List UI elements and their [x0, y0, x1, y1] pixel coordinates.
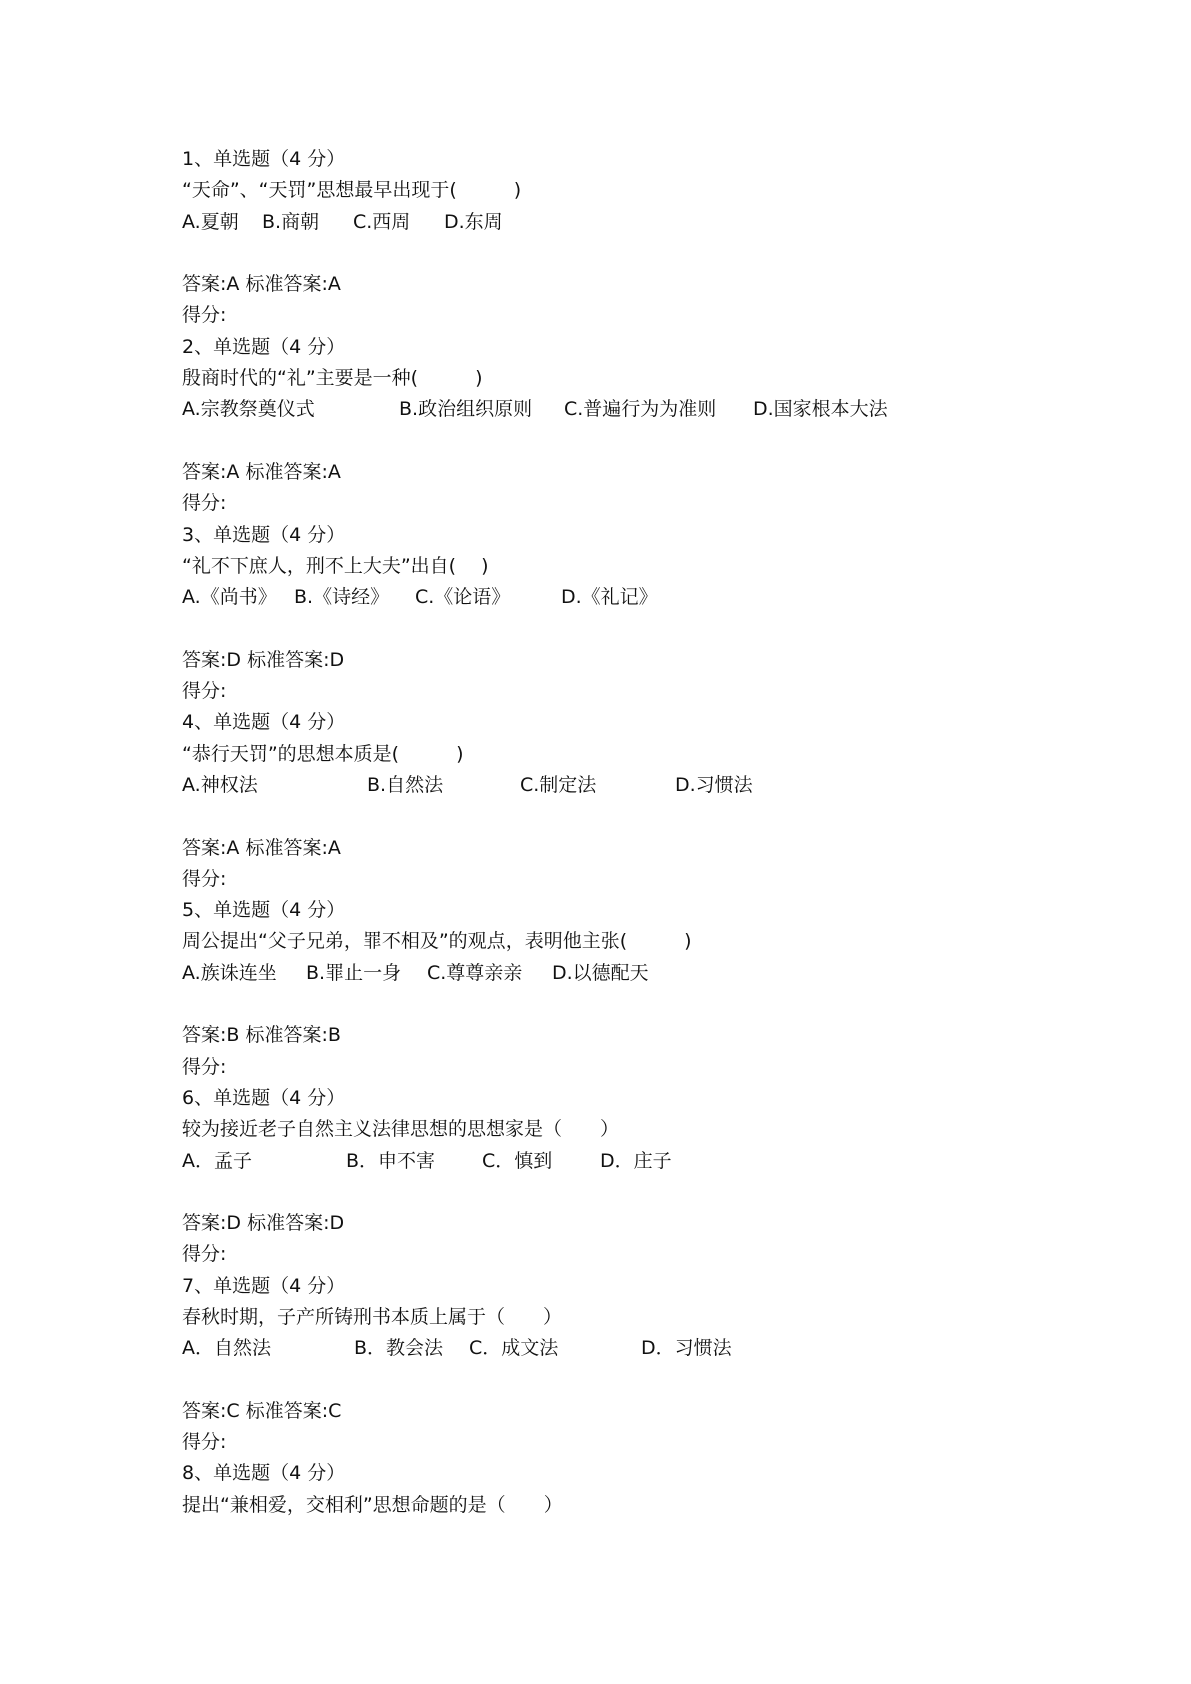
score-line: 得分: — [182, 1243, 227, 1266]
option-b: B.罪止一身 — [306, 961, 402, 984]
option-d: D.《礼记》 — [561, 586, 658, 609]
question-stem: 周公提出“父子兄弟，罪不相及”的观点，表明他主张( ) — [182, 930, 692, 953]
question-header: 8、单选题（4 分） — [182, 1462, 346, 1485]
question-stem: 较为接近老子自然主义法律思想的思想家是（ ） — [182, 1118, 620, 1141]
question-header: 7、单选题（4 分） — [182, 1274, 346, 1297]
option-a: A.夏朝 — [182, 210, 239, 233]
option-b: B．教会法 — [354, 1337, 444, 1360]
option-a: A.族诛连坐 — [182, 961, 277, 984]
option-c: C.制定法 — [520, 773, 597, 796]
question-stem: 提出“兼相爱，交相利”思想命题的是（ ） — [182, 1493, 563, 1516]
option-a: A．自然法 — [182, 1337, 271, 1360]
option-c: C．慎到 — [482, 1149, 553, 1172]
score-line: 得分: — [182, 680, 227, 703]
question-stem: 春秋时期，子产所铸刑书本质上属于（ ） — [182, 1305, 563, 1328]
question-1 — [182, 144, 1082, 332]
score-line: 得分: — [182, 1055, 227, 1078]
question-4 — [182, 707, 1082, 895]
score-line: 得分: — [182, 867, 227, 890]
option-c: C.西周 — [353, 210, 411, 233]
question-stem: 殷商时代的“礼”主要是一种( ) — [182, 367, 483, 390]
question-stem: “恭行天罚”的思想本质是( ) — [182, 742, 464, 765]
question-header: 5、单选题（4 分） — [182, 899, 346, 922]
option-a: A.《尚书》 — [182, 586, 277, 609]
question-8 — [182, 1458, 1082, 1521]
option-d: D.国家根本大法 — [753, 398, 888, 421]
option-c: C.《论语》 — [415, 586, 511, 609]
question-list — [182, 144, 1082, 1521]
option-d: D．庄子 — [600, 1149, 672, 1172]
question-header: 1、单选题（4 分） — [182, 148, 346, 170]
option-a: A.宗教祭奠仪式 — [182, 398, 315, 421]
option-d: D.习惯法 — [675, 773, 753, 796]
question-2 — [182, 332, 1082, 520]
answer-line: 答案:A 标准答案:A — [182, 460, 341, 483]
option-d: D.东周 — [444, 210, 503, 233]
option-c: C.普遍行为为准则 — [564, 398, 717, 421]
question-stem: “天命”、“天罚”思想最早出现于( ) — [182, 179, 522, 202]
score-line: 得分: — [182, 304, 227, 327]
options-row — [182, 1333, 1082, 1364]
options-row — [182, 582, 1082, 613]
question-header: 3、单选题（4 分） — [182, 523, 346, 546]
question-7 — [182, 1271, 1082, 1459]
option-d: D．习惯法 — [641, 1337, 732, 1360]
score-line: 得分: — [182, 492, 227, 515]
option-b: B.政治组织原则 — [399, 398, 533, 421]
option-c: C．成文法 — [469, 1337, 559, 1360]
answer-line: 答案:C 标准答案:C — [182, 1399, 342, 1422]
answer-line: 答案:D 标准答案:D — [182, 648, 345, 671]
options-row — [182, 207, 1082, 238]
options-row — [182, 394, 1082, 425]
question-header: 6、单选题（4 分） — [182, 1086, 346, 1109]
answer-line: 答案:D 标准答案:D — [182, 1212, 345, 1235]
option-c: C.尊尊亲亲 — [427, 961, 523, 984]
option-b: B.商朝 — [262, 210, 320, 233]
option-a: A．孟子 — [182, 1149, 252, 1172]
question-header: 4、单选题（4 分） — [182, 711, 346, 734]
question-header: 2、单选题（4 分） — [182, 335, 346, 358]
options-row — [182, 770, 1082, 801]
question-6 — [182, 1083, 1082, 1271]
question-5 — [182, 895, 1082, 1083]
answer-line: 答案:A 标准答案:A — [182, 273, 341, 296]
option-d: D.以德配天 — [552, 961, 649, 984]
question-stem: “礼不下庶人，刑不上大夫”出自( ) — [182, 554, 489, 577]
answer-line: 答案:A 标准答案:A — [182, 836, 341, 859]
answer-line: 答案:B 标准答案:B — [182, 1024, 341, 1047]
option-b: B.《诗经》 — [294, 586, 390, 609]
option-b: B．申不害 — [346, 1149, 436, 1172]
option-a: A.神权法 — [182, 773, 258, 796]
question-3 — [182, 520, 1082, 708]
options-row — [182, 1146, 1082, 1177]
option-b: B.自然法 — [367, 773, 444, 796]
options-row — [182, 958, 1082, 989]
score-line: 得分: — [182, 1431, 227, 1454]
